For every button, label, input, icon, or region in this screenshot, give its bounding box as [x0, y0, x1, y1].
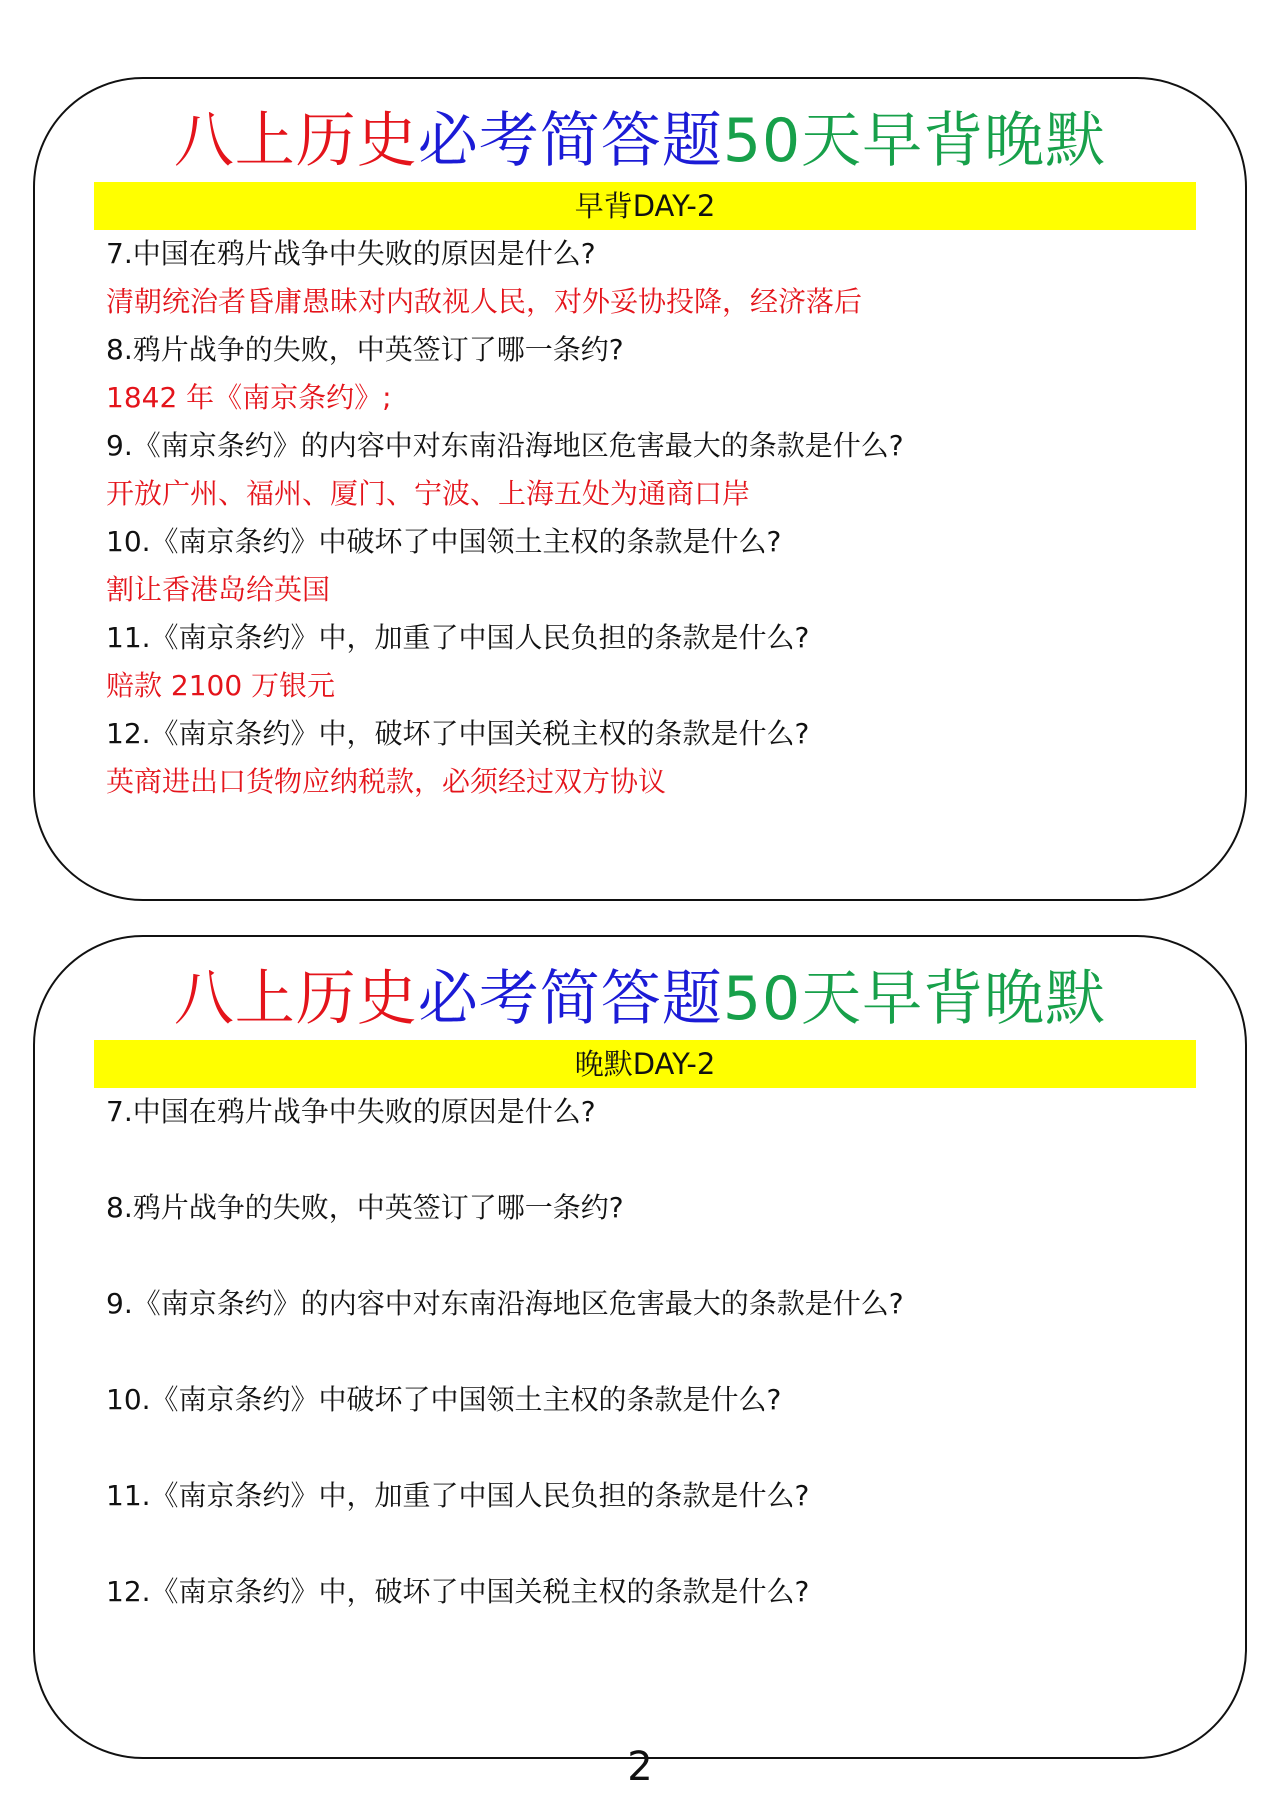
qa-list — [106, 1088, 1225, 1664]
question: 9.《南京条约》的内容中对东南沿海地区危害最大的条款是什么? — [106, 1287, 904, 1320]
question: 11.《南京条约》中，加重了中国人民负担的条款是什么? — [106, 1479, 810, 1512]
evening-card — [33, 935, 1247, 1759]
title-part-2: 必考简答题 — [417, 106, 723, 176]
question: 12.《南京条约》中，破坏了中国关税主权的条款是什么? — [106, 717, 810, 750]
title-part-1: 八上历史 — [173, 964, 418, 1034]
morning-card — [33, 77, 1247, 901]
question: 10.《南京条约》中破坏了中国领土主权的条款是什么? — [106, 525, 782, 558]
answer-blank — [106, 1520, 1225, 1568]
question: 8.鸦片战争的失败，中英签订了哪一条约? — [106, 333, 624, 366]
question: 7.中国在鸦片战争中失败的原因是什么? — [106, 1095, 596, 1128]
answer: 割让香港岛给英国 — [106, 573, 331, 606]
title-part-3: 50天早背晚默 — [722, 964, 1107, 1034]
qa-list — [106, 230, 1225, 806]
card-title — [35, 101, 1245, 181]
answer-blank — [106, 1424, 1225, 1472]
answer: 1842 年《南京条约》; — [106, 381, 392, 414]
page-number: 2 — [627, 1744, 653, 1790]
card-title — [35, 959, 1245, 1039]
question: 9.《南京条约》的内容中对东南沿海地区危害最大的条款是什么? — [106, 429, 904, 462]
question: 11.《南京条约》中，加重了中国人民负担的条款是什么? — [106, 621, 810, 654]
question: 12.《南京条约》中，破坏了中国关税主权的条款是什么? — [106, 1575, 810, 1608]
question: 10.《南京条约》中破坏了中国领土主权的条款是什么? — [106, 1383, 782, 1416]
answer-blank — [106, 1616, 1225, 1664]
title-part-2: 必考简答题 — [417, 964, 723, 1034]
title-part-1: 八上历史 — [173, 106, 418, 176]
answer-blank — [106, 1328, 1225, 1376]
section-label: 晚默DAY-2 — [94, 1040, 1196, 1088]
answer: 开放广州、福州、厦门、宁波、上海五处为通商口岸 — [106, 477, 751, 510]
answer-blank — [106, 1136, 1225, 1184]
answer: 英商进出口货物应纳税款，必须经过双方协议 — [106, 765, 667, 798]
title-part-3: 50天早背晚默 — [722, 106, 1107, 176]
answer-blank — [106, 1232, 1225, 1280]
answer: 赔款 2100 万银元 — [106, 669, 336, 702]
question: 8.鸦片战争的失败，中英签订了哪一条约? — [106, 1191, 624, 1224]
answer: 清朝统治者昏庸愚昧对内敌视人民，对外妥协投降，经济落后 — [106, 285, 863, 318]
question: 7.中国在鸦片战争中失败的原因是什么? — [106, 237, 596, 270]
section-label: 早背DAY-2 — [94, 182, 1196, 230]
